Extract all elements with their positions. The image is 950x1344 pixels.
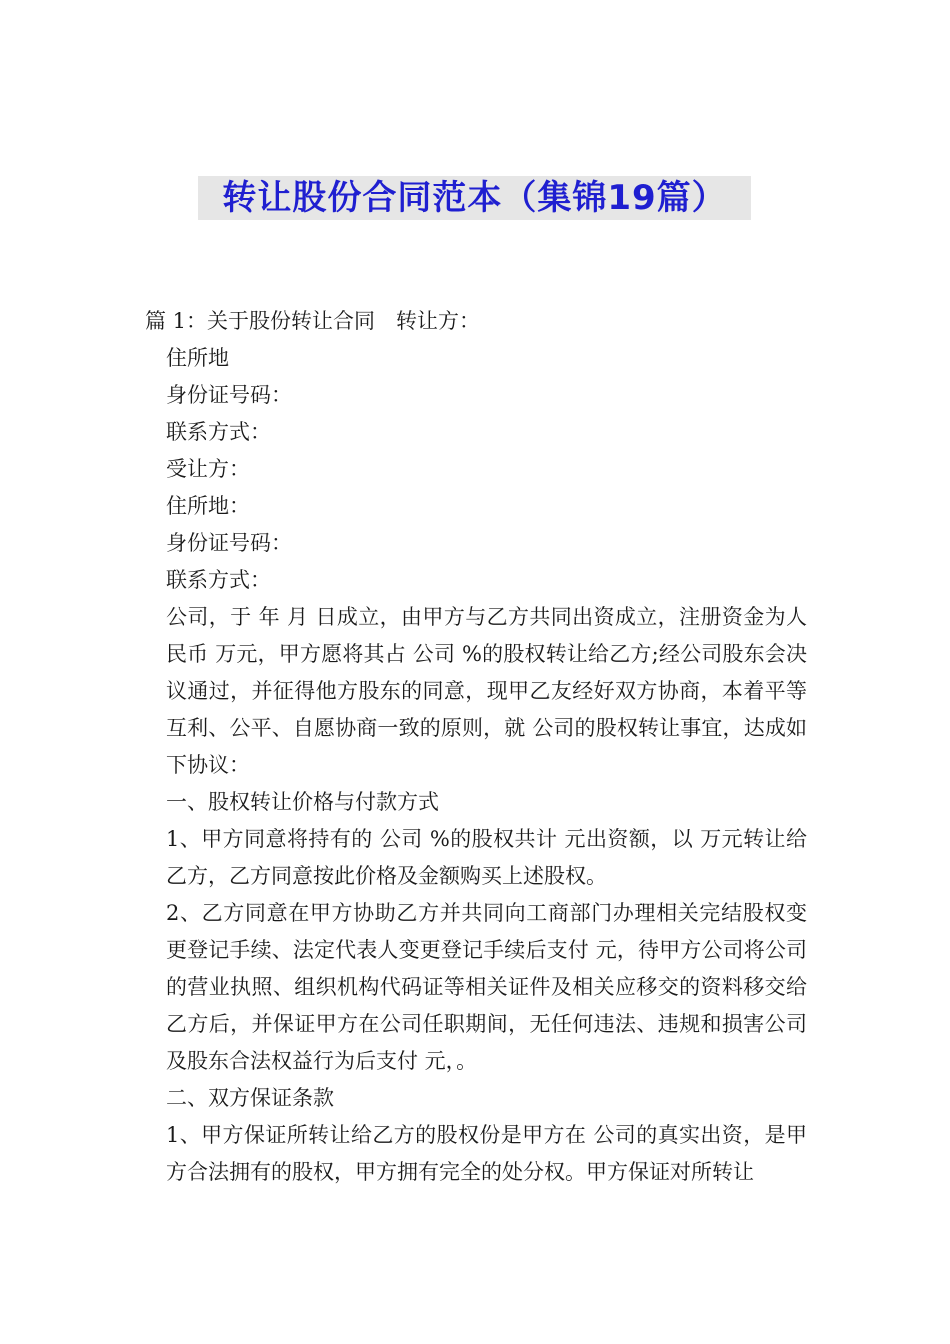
document-body bbox=[145, 303, 807, 1191]
clause-1-1: 1、甲方同意将持有的 公司 %的股权共计 元出资额，以 万元转让给乙方，乙方同意按此价格及金额购买上述股权。 bbox=[166, 827, 807, 888]
clause-1-2: 2、乙方同意在甲方协助乙方并共同向工商部门办理相关完结股权变更登记手续、法定代表人变更登记手续后支付 元，待甲方公司将公司的营业执照、组织机构代码证等相关证件及相关应移交的资料移交给乙方后，并保证甲方在公司任职期间，无任何违法、违规和损害公司及股东合法权益行为后支付 元，。 bbox=[166, 901, 807, 1073]
field-transferor-address: 住所地 bbox=[166, 346, 229, 370]
field-transferee-address: 住所地： bbox=[166, 494, 250, 518]
document-title: 转让股份合同范本（集锦19篇） bbox=[198, 176, 751, 220]
field-transferor-contact: 联系方式： bbox=[166, 420, 271, 444]
section-heading-guarantee: 二、双方保证条款 bbox=[166, 1086, 334, 1110]
preamble-paragraph: 公司，于 年 月 日成立，由甲方与乙方共同出资成立，注册资金为人民币 万元，甲方愿将其占 公司 %的股权转让给乙方;经公司股东会决议通过，并征得他方股东的同意，现甲乙友经好双方协商，本着平等互利、公平、自愿协商一致的原则，就 公司的股权转让事宜，达成如下协议： bbox=[166, 605, 807, 777]
field-transferee-id: 身份证号码： bbox=[166, 531, 292, 555]
field-transferee: 受让方： bbox=[166, 457, 250, 481]
field-transferee-contact: 联系方式： bbox=[166, 568, 271, 592]
clause-2-1: 1、甲方保证所转让给乙方的股权份是甲方在 公司的真实出资，是甲方合法拥有的股权，甲方拥有完全的处分权。甲方保证对所转让 bbox=[166, 1123, 807, 1184]
section-heading-price: 一、股权转让价格与付款方式 bbox=[166, 790, 439, 814]
chapter-heading: 篇 1：关于股份转让合同 转让方： bbox=[145, 309, 481, 333]
field-transferor-id: 身份证号码： bbox=[166, 383, 292, 407]
